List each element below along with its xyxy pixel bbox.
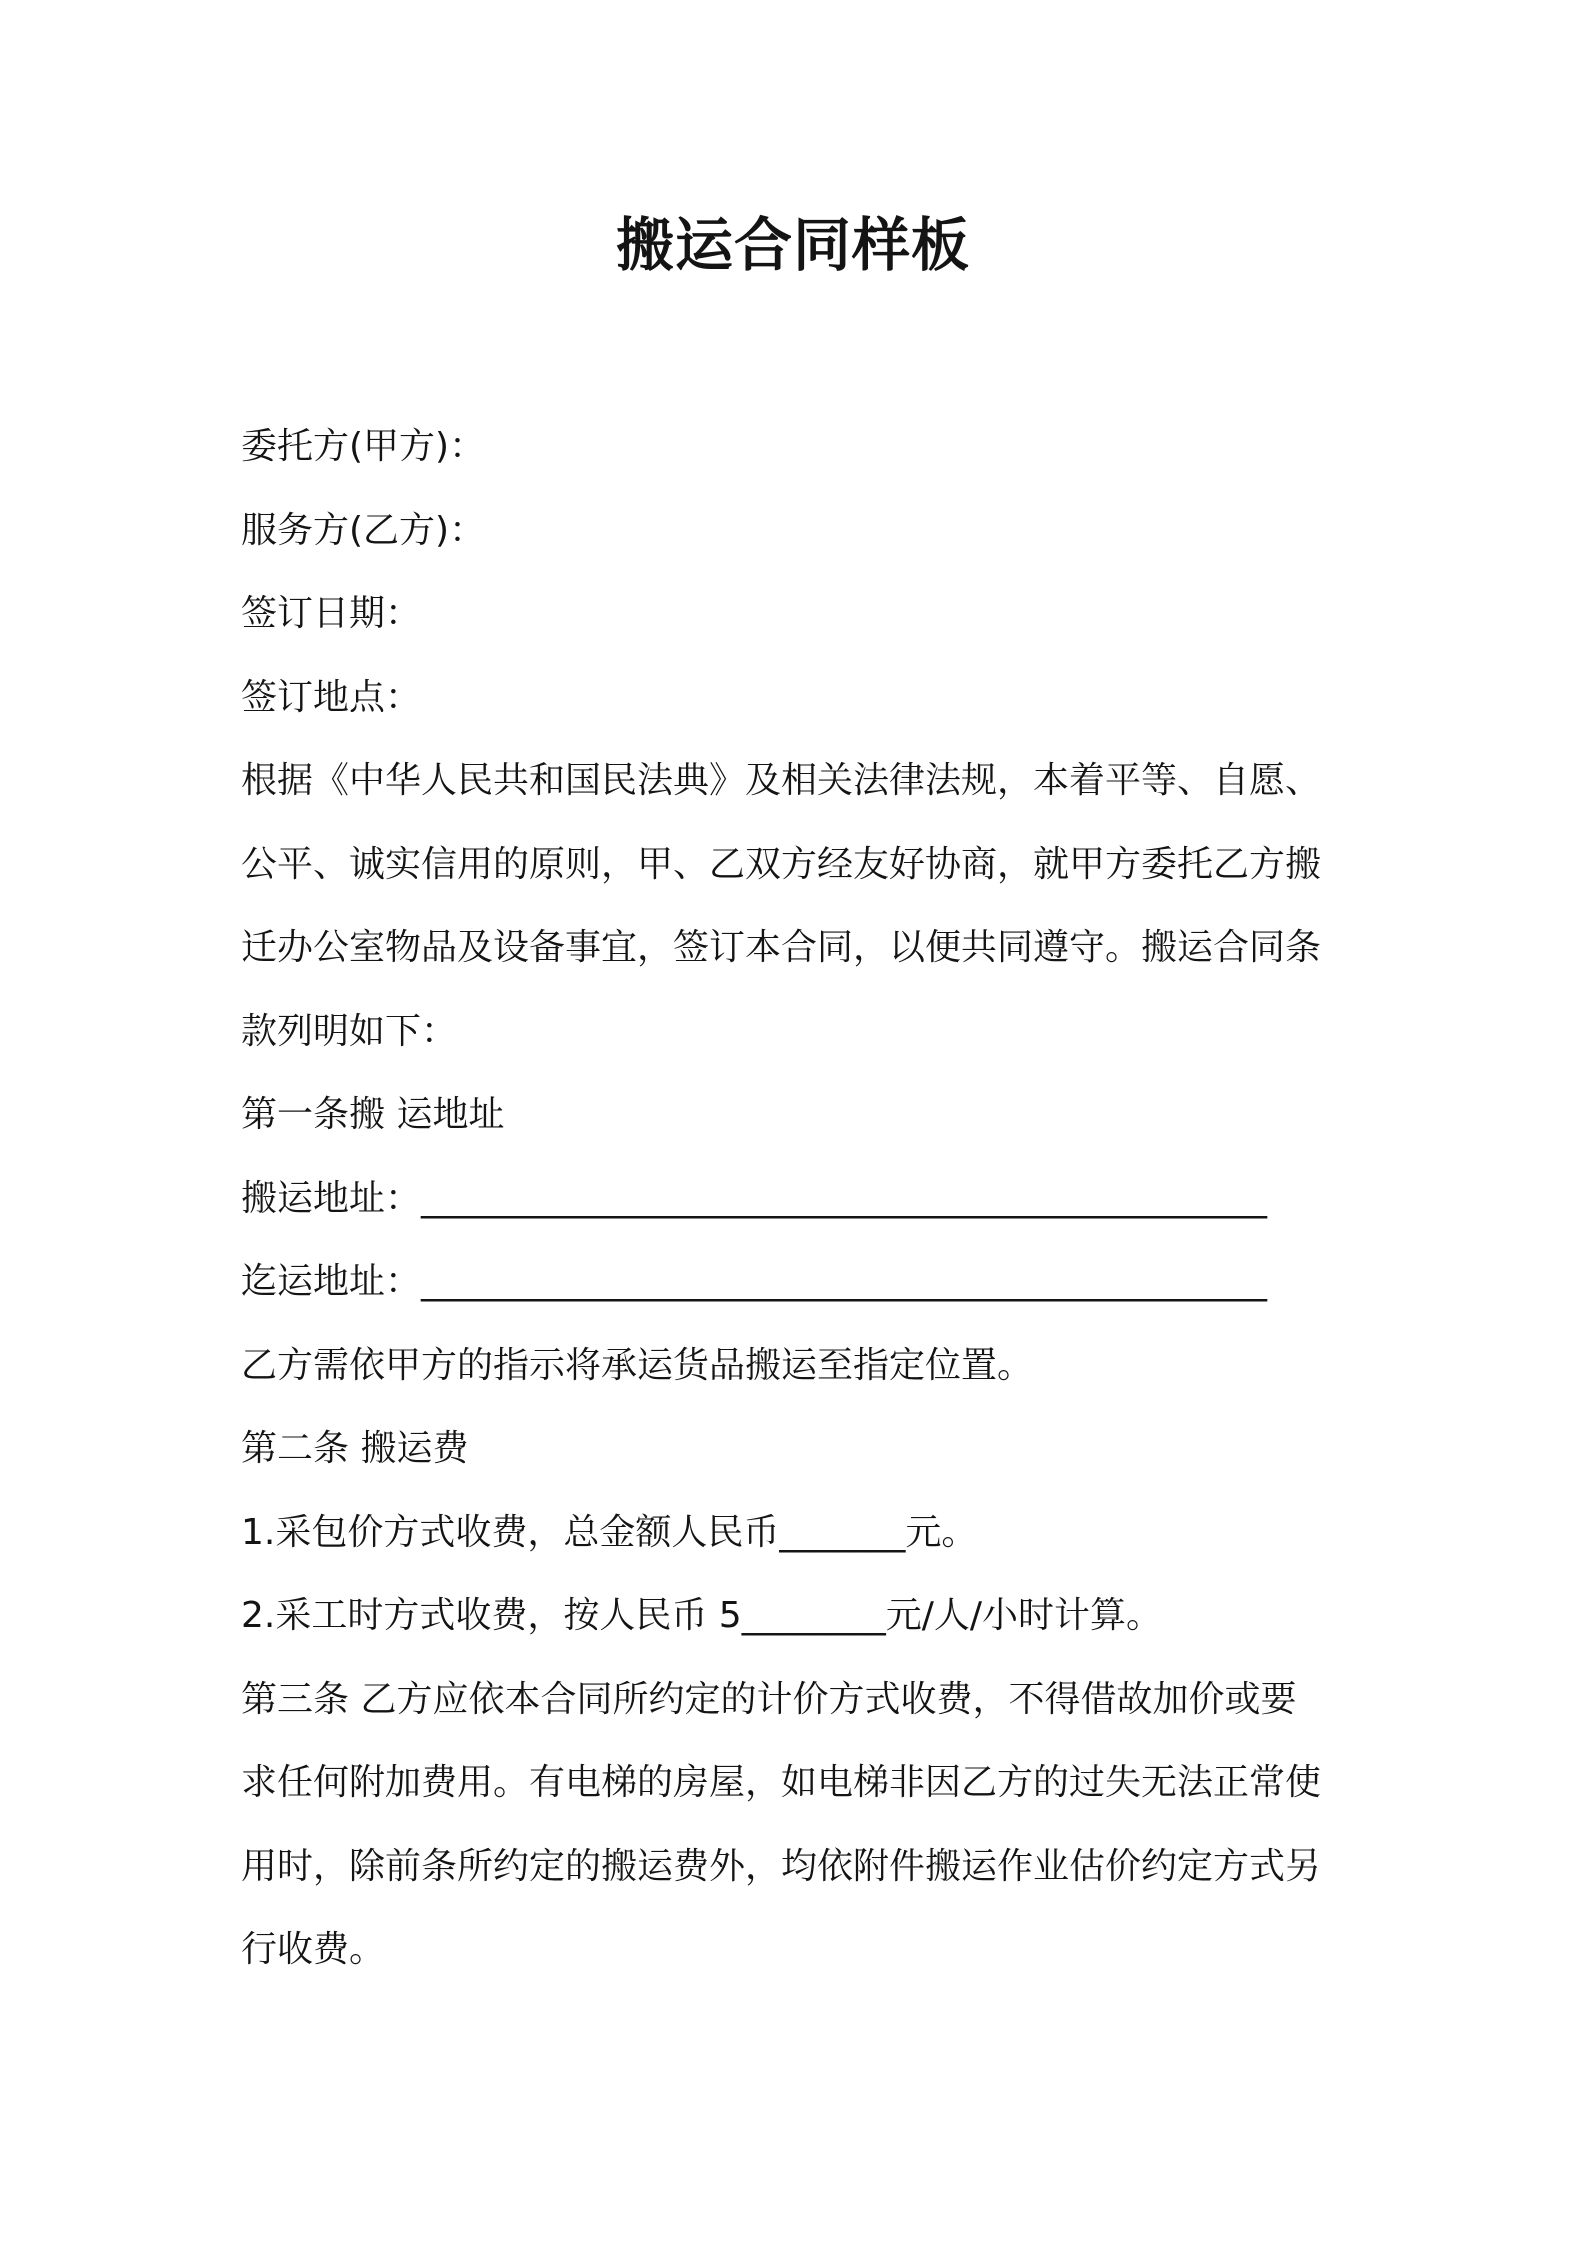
fee-option-2: 2.采工时方式收费，按人民币 5________元/人/小时计算。 [241, 1595, 1162, 1636]
origin-address-line: 搬运地址：_______________________________________________ [241, 1177, 1268, 1219]
preamble-line: 款列明如下： [241, 1010, 458, 1052]
party-a-line: 委托方(甲方)： [241, 426, 486, 467]
document-body [241, 405, 1356, 1992]
preamble-line: 根据《中华人民共和国民法典》及相关法律法规，本着平等、自愿、 [241, 760, 1322, 801]
party-b-line: 服务方(乙方)： [241, 509, 486, 551]
preamble-line: 公平、诚实信用的原则，甲、乙双方经友好协商，就甲方委托乙方搬 [241, 843, 1322, 885]
article-2-heading: 第二条 搬运费 [241, 1428, 469, 1469]
destination-address-line: 迄运地址：_______________________________________________ [241, 1261, 1268, 1302]
document-title: 搬运合同样板 [615, 211, 970, 279]
preamble-line: 迁办公室物品及设备事宜，签订本合同，以便共同遵守。搬运合同条 [241, 927, 1322, 968]
article-3-text: 第三条 乙方应依本合同所约定的计价方式收费，不得借故加价或要 [241, 1678, 1297, 1720]
article-3-text: 行收费。 [241, 1929, 386, 1970]
article-1-heading: 第一条搬 运地址 [241, 1094, 505, 1135]
article-3-text: 用时，除前条所约定的搬运费外，均依附件搬运作业估价约定方式另 [241, 1845, 1322, 1887]
sign-date-line: 签订日期： [241, 593, 422, 634]
sign-place-line: 签订地点： [241, 676, 422, 718]
article-1-text: 乙方需依甲方的指示将承运货品搬运至指定位置。 [241, 1344, 1034, 1386]
fee-option-1: 1.采包价方式收费，总金额人民币_______元。 [241, 1511, 978, 1553]
article-3-text: 求任何附加费用。有电梯的房屋，如电梯非因乙方的过失无法正常使 [241, 1762, 1322, 1803]
